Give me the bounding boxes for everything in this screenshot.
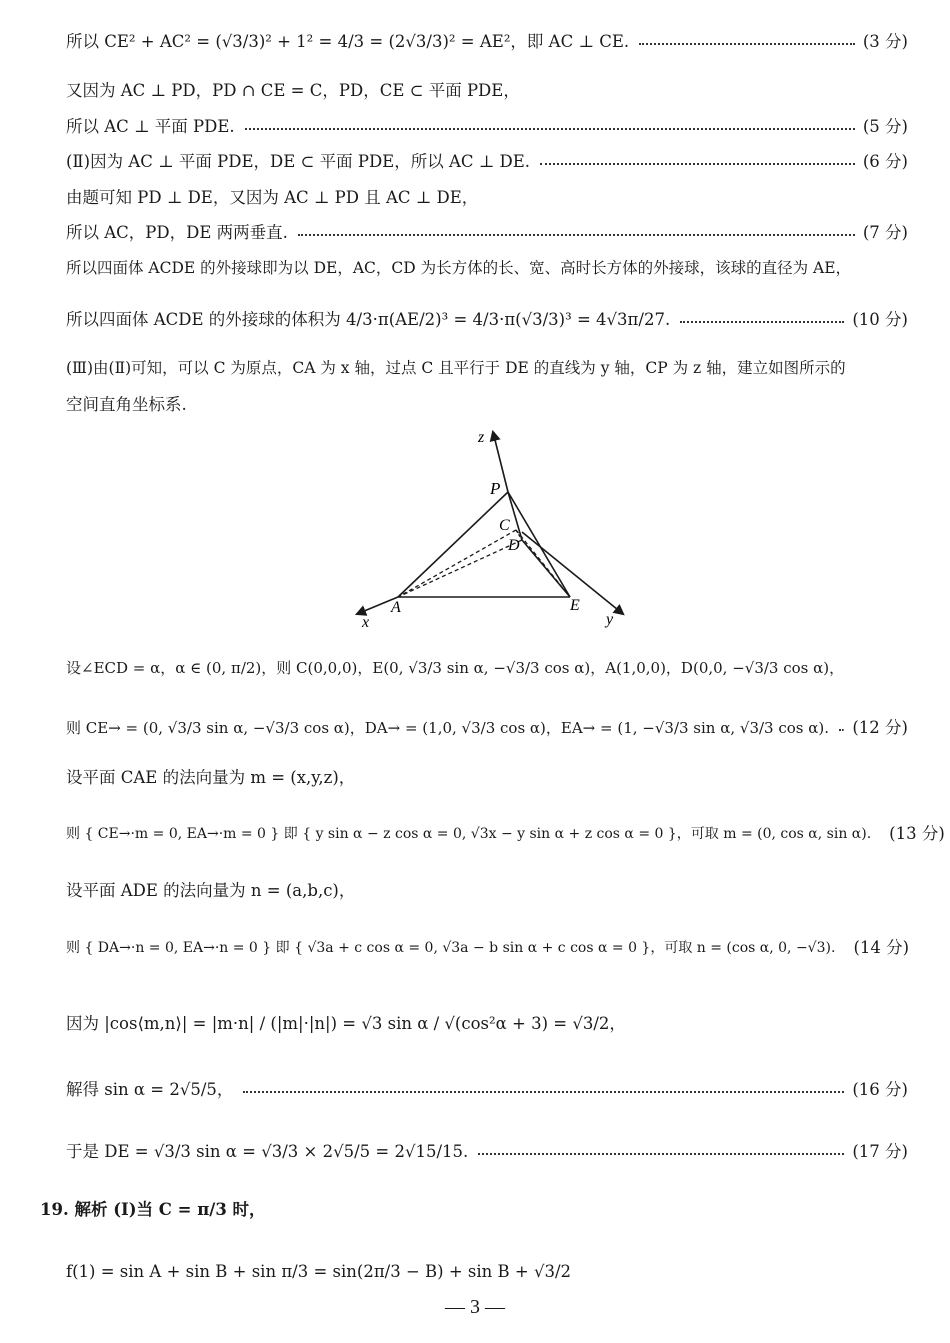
solution-line-8 [66, 296, 908, 344]
edge-DE [522, 540, 570, 597]
solution-line-16 [66, 916, 908, 980]
score-label: (7 分) [862, 223, 908, 242]
line-text: (Ⅱ)因为 AC ⊥ 平面 PDE，DE ⊂ 平面 PDE，所以 AC ⊥ DE. [66, 152, 531, 171]
line-text: 设∠ECD = α，α ∈ (0, π/2)，则 C(0,0,0)，E(0, √3/3 sin α, −√3/3 cos α)，A(1,0,0)，D(0,0, −√3/3 cos α)， [66, 659, 845, 677]
label-C: C [499, 517, 510, 534]
solution-line-7 [66, 254, 908, 282]
line-text: (Ⅲ)由(Ⅱ)可知，可以 C 为原点，CA 为 x 轴，过点 C 且平行于 DE 的直线为 y 轴，CP 为 z 轴，建立如图所示的 [66, 359, 846, 377]
solution-line-3 [66, 113, 908, 141]
score-label: (17 分) [852, 1142, 908, 1161]
score-label: (10 分) [852, 310, 908, 329]
label-P: P [490, 479, 501, 498]
solution-line-15 [66, 877, 908, 905]
solution-line-11 [66, 644, 908, 692]
line-text: 又因为 AC ⊥ PD，PD ∩ CE = C，PD，CE ⊂ 平面 PDE， [66, 81, 520, 100]
line-text: 所以四面体 ACDE 的外接球即为以 DE，AC，CD 为长方体的长、宽、高时长方体的外接球，该球的直径为 AE， [66, 259, 852, 277]
solution-line-9 [66, 354, 908, 382]
leader-dots [639, 43, 855, 45]
edge-PD [508, 492, 522, 540]
line-text: 19. 解析 (Ⅰ)当 C = π/3 时， [40, 1200, 266, 1219]
edge-DA [398, 540, 522, 597]
score-label: (5 分) [862, 117, 908, 136]
label-x: x [362, 614, 370, 631]
solution-line-17 [66, 1000, 908, 1048]
label-A: A [391, 599, 401, 616]
score-label: (14 分) [853, 938, 910, 957]
solution-line-18 [66, 1066, 908, 1114]
solution-line-4 [66, 148, 908, 176]
score-label: (16 分) [852, 1080, 908, 1099]
solution-line-13 [66, 764, 908, 792]
label-E: E [570, 597, 580, 614]
solution-line-2 [66, 77, 908, 105]
leader-dots [243, 1091, 844, 1093]
solution-line-19 [66, 1128, 908, 1176]
leader-dots [298, 234, 855, 236]
line-text: 所以 CE² + AC² = (√3/3)² + 1² = 4/3 = (2√3/3)² = AE²，即 AC ⊥ CE. [66, 32, 630, 51]
solution-line-12 [66, 704, 908, 752]
line-text: 所以 AC ⊥ 平面 PDE. [66, 117, 235, 136]
label-y: y [606, 611, 614, 628]
line-text: 所以 AC，PD，DE 两两垂直. [66, 223, 288, 242]
leader-dots [839, 729, 844, 731]
solution-line-10 [66, 391, 908, 419]
page-number: — 3 — [445, 1296, 505, 1318]
line-text: 由题可知 PD ⊥ DE，又因为 AC ⊥ PD 且 AC ⊥ DE， [66, 188, 479, 207]
problem-19-heading [40, 1186, 908, 1234]
line-text: f(1) = sin A + sin B + sin π/3 = sin(2π/3 − B) + sin B + √3/2 [66, 1262, 572, 1281]
line-text: 于是 DE = √3/3 sin α = √3/3 × 2√5/5 = 2√15/15. [66, 1142, 469, 1161]
score-label: (13 分) [889, 824, 945, 843]
line-text: 空间直角坐标系. [66, 395, 187, 414]
line-text: 设平面 ADE 的法向量为 n = (a,b,c)， [66, 881, 356, 900]
leader-dots [478, 1153, 844, 1155]
label-D: D [508, 537, 520, 554]
score-label: (6 分) [862, 152, 908, 171]
line-text: 所以四面体 ACDE 的外接球的体积为 4/3·π(AE/2)³ = 4/3·π(√3/3)³ = 4√3π/27. [66, 310, 671, 329]
solution-line-1 [66, 28, 908, 56]
line-text: 设平面 CAE 的法向量为 m = (x,y,z)， [66, 768, 356, 787]
line-text: 则 CE→ = (0, √3/3 sin α, −√3/3 cos α)，DA→ = (1,0, √3/3 cos α)，EA→ = (1, −√3/3 sin α, √3/3 cos α). [66, 719, 830, 737]
solution-line-5 [66, 184, 908, 212]
solution-line-14 [66, 802, 945, 866]
line-text: 因为 |cos⟨m,n⟩| = |m·n| / (|m|·|n|) = √3 sin α / √(cos²α + 3) = √3/2， [66, 1014, 626, 1033]
leader-dots [540, 163, 855, 165]
solution-line-20 [66, 1248, 908, 1296]
leader-dots [245, 128, 855, 130]
line-text: 则 { DA→·n = 0, EA→·n = 0 } 即 { √3a + c cos α = 0, √3a − b sin α + c cos α = 0 }，可取 n = (cos α, 0, −√3). [66, 940, 836, 956]
score-label: (3 分) [862, 32, 908, 51]
leader-dots [680, 321, 844, 323]
label-z: z [478, 429, 485, 446]
line-text: 则 { CE→·m = 0, EA→·m = 0 } 即 { y sin α − z cos α = 0, √3x − y sin α + z cos α = 0 }，可取 m = (0, cos α, sin α). [66, 826, 872, 842]
solution-line-6 [66, 219, 908, 247]
score-label: (12 分) [852, 718, 908, 737]
line-text: 解得 sin α = 2√5/5， [66, 1080, 234, 1099]
coordinate-figure [340, 422, 640, 632]
